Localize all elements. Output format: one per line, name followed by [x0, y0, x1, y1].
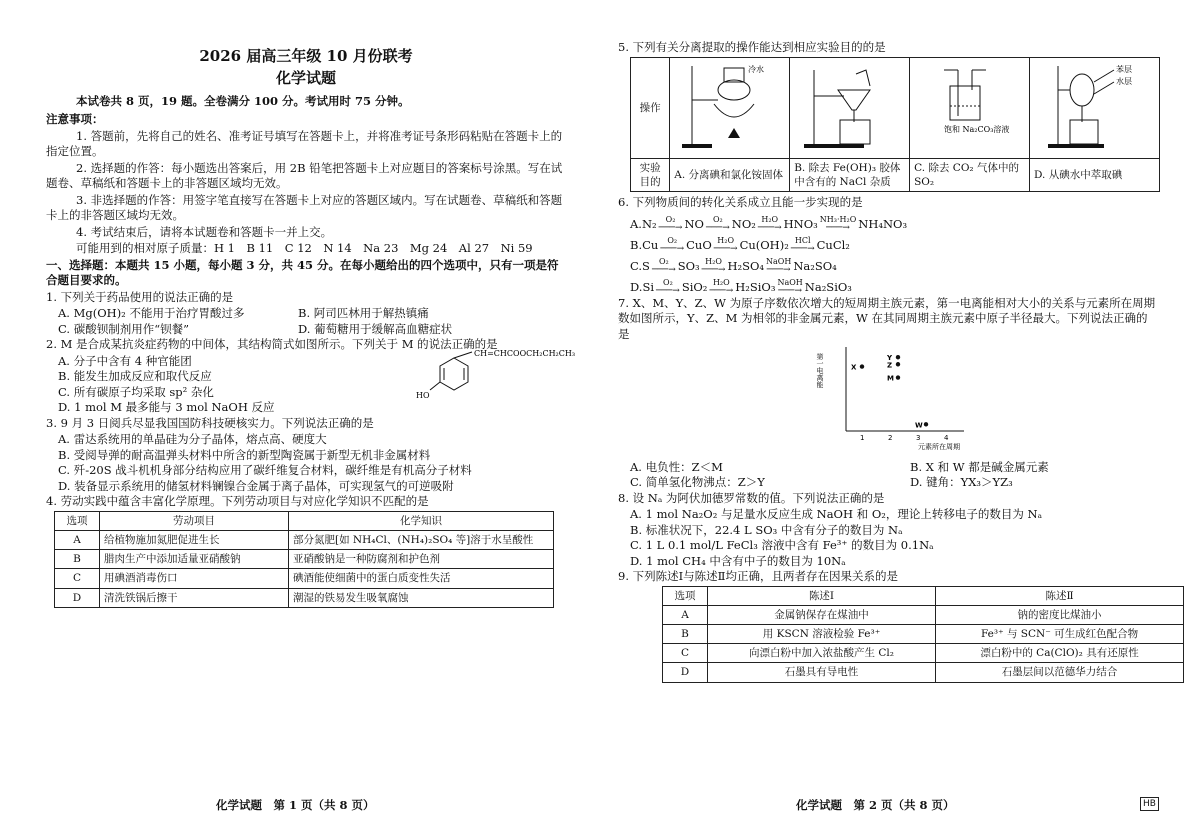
q6-arrow	[659, 216, 683, 233]
q8-option-b: B. 标准状况下，22.4 L SO₃ 中含有分子的数目为 Nₐ	[630, 522, 903, 537]
q3-option-c: C. 歼-20S 战斗机机身部分结构应用了碳纤维复合材料，碳纤维是有机高分子材料	[58, 463, 472, 478]
q1-options-row-1	[58, 306, 566, 322]
tick-label: 2	[888, 434, 893, 443]
arrow-icon: ───→	[766, 264, 791, 275]
label-water-layer: 水层	[1116, 76, 1133, 86]
q6-arrow	[706, 216, 730, 233]
question-8: 8. 设 Nₐ 为阿伏加德罗常数的值。下列说法正确的是	[618, 490, 885, 505]
table-cell: 碘酒能使细菌中的蛋白质变性失活	[289, 569, 554, 588]
table-cell: 清洗铁锅后擦干	[100, 588, 289, 607]
q1-option-c: C. 碳酸钡制剂用作“钡餐”	[58, 321, 189, 336]
table-header: 陈述Ⅱ	[936, 586, 1184, 605]
q7-option-c: C. 简单氢化物沸点：Z＞Y	[630, 475, 765, 490]
q6-arrow	[766, 258, 791, 275]
note-item: 1. 答题前，先将自己的姓名、准考证号填写在答题卡上，并将准考证号条形码粘贴在答题卡上的指定位置。	[46, 128, 563, 159]
point-label: Z	[887, 361, 893, 370]
q1-option-b: B. 阿司匹林用于解热镇痛	[298, 306, 429, 321]
q6-option	[630, 233, 1158, 254]
q6-arrow	[714, 237, 738, 254]
table-cell: Fe³⁺ 与 SCN⁻ 可生成红色配合物	[936, 625, 1184, 644]
q8-option-a: A. 1 mol Na₂O₂ 与足量水反应生成 NaOH 和 O₂，理论上转移电子的数目为 Nₐ	[630, 507, 1043, 522]
q6-species: H₂SO₄	[727, 259, 765, 274]
table-cell: D	[55, 588, 100, 607]
table-row	[55, 588, 554, 607]
q6-reagent: O₂	[667, 235, 678, 245]
atomic-masses: 可能用到的相对原子质量：H 1 B 11 C 12 N 14 Na 23 Mg 24 Al 27 Ni 59	[76, 241, 533, 256]
table-cell: B	[55, 550, 100, 569]
q6-reagent: O₂	[665, 214, 676, 224]
q2-option-b: B. 能发生加成反应和取代反应	[58, 369, 212, 384]
q3-option-a: A. 雷达系统用的单晶硅为分子晶体，熔点高、硬度大	[58, 432, 327, 447]
q6-option	[630, 212, 1158, 233]
question-3: 3. 9 月 3 日阅兵尽显我国国防科技硬核实力。下列说法正确的是	[46, 415, 374, 430]
q5-goal-a: A. 分离碘和氯化铵固体	[670, 158, 790, 191]
arrow-icon: ───→	[660, 243, 685, 254]
q6-option-label: D.	[630, 280, 643, 295]
x-axis-label: 元素所在周期	[918, 443, 960, 452]
q6-species: SO₃	[677, 259, 700, 274]
q6-options	[618, 212, 1158, 296]
filtration-apparatus-icon	[794, 60, 904, 152]
q6-option-label: B.	[630, 238, 643, 253]
q6-option-label: C.	[630, 259, 643, 274]
q6-species: Cu	[642, 238, 659, 253]
arrow-icon: ───→	[656, 285, 680, 296]
structure-chain-label: CH=CHCOOCH₂CH₂CH₃	[474, 348, 576, 358]
notes-block	[46, 112, 576, 608]
table-header-row	[55, 511, 554, 530]
point-label: W	[915, 421, 923, 430]
q5-operation-row	[631, 57, 1160, 158]
q7-option-d: D. 键角：YX₃＞YZ₃	[910, 475, 1013, 490]
note-item: 2. 选择题的作答：每小题选出答案后，用 2B 铅笔把答题卡上对应题目的答案标号涂黑。写在试题卷、草稿纸和答题卡上的非答题区域均无效。	[46, 160, 563, 191]
table-cell: 石墨层间以范德华力结合	[936, 663, 1184, 682]
q6-species: CuO	[686, 238, 712, 253]
q7-options-row-2	[630, 475, 1158, 491]
table-cell: 石墨具有导电性	[708, 663, 936, 682]
data-point	[924, 422, 928, 426]
question-2: 2. M 是合成某抗炎症药物的中间体，其结构简式如图所示。下列关于 M 的说法正确的是	[46, 337, 498, 352]
apparatus-c	[910, 57, 1030, 158]
q6-arrow	[777, 279, 802, 296]
table-cell: 给植物施加氮肥促进生长	[100, 531, 289, 550]
table-cell: C	[663, 644, 708, 663]
q2-block	[46, 348, 576, 416]
q6-reagent: H₂O	[761, 214, 779, 224]
table-header-row	[663, 586, 1184, 605]
q6-species: NH₄NO₃	[858, 217, 908, 232]
table-cell: D	[663, 663, 708, 682]
q6-arrow	[820, 216, 856, 233]
separatory-funnel-icon	[1034, 60, 1154, 152]
q6-arrow	[791, 237, 815, 254]
q6-species: N₂	[641, 217, 657, 232]
sublimation-apparatus-icon	[674, 60, 784, 152]
q6-species: Na₂SO₄	[793, 259, 837, 274]
structure-ho-label: HO	[416, 390, 430, 400]
q6-species: NO	[684, 217, 704, 232]
question-4: 4. 劳动实践中蕴含丰富化学原理。下列劳动项目与对应化学知识不匹配的是	[46, 494, 429, 509]
point-label: M	[887, 374, 894, 383]
q6-species: CuCl₂	[816, 238, 850, 253]
label-na2co3: 饱和 Na₂CO₃溶液	[944, 124, 1010, 134]
q6-species: Si	[642, 280, 655, 295]
q6-reagent: O₂	[712, 214, 723, 224]
table-cell: C	[55, 569, 100, 588]
table-row	[55, 569, 554, 588]
point-label: X	[851, 363, 857, 372]
note-item: 4. 考试结束后，请将本试题卷和答题卡一并上交。	[76, 224, 333, 239]
q6-reagent: H₂O	[712, 277, 730, 287]
question-1: 1. 下列关于药品使用的说法正确的是	[46, 289, 234, 304]
table-row	[55, 531, 554, 550]
apparatus-d	[1030, 57, 1160, 158]
table-cell: 亚硝酸钠是一种防腐剂和护色剂	[289, 550, 554, 569]
apparatus-b	[790, 57, 910, 158]
notes-heading: 注意事项：	[46, 112, 104, 126]
q6-reagent: NH₃·H₂O	[819, 214, 857, 224]
section-heading: 一、选择题：本题共 15 小题，每小题 3 分，共 45 分。在每小题给出的四个选项中，只有一项是符合题目要求的。	[46, 257, 559, 288]
table-cell: 潮湿的铁易发生吸氧腐蚀	[289, 588, 554, 607]
y-axis-label: 第一电离能	[816, 353, 824, 389]
arrow-icon: ───→	[713, 243, 738, 254]
q6-arrow	[709, 279, 733, 296]
table-cell: B	[663, 625, 708, 644]
tick-label: 3	[916, 434, 921, 443]
page-1-footer: 化学试题 第 1 页（共 8 页）	[216, 798, 375, 812]
q6-option	[630, 275, 1158, 296]
q6-species: Cu(OH)₂	[739, 238, 789, 253]
question-7: 7. X、M、Y、Z、W 为原子序数依次增大的短周期主族元素，第一电离能相对大小的关系与元素所在周期数如图所示，Y、Z、M 为相邻的非金属元素，W 在其同周期主族元素中原子半径最大。下列说法正确的是	[618, 295, 1156, 341]
tick-label: 4	[944, 434, 949, 443]
data-point	[896, 375, 900, 379]
label-benzene-layer: 苯层	[1116, 64, 1133, 74]
q6-species: S	[642, 259, 650, 274]
q6-reagent: H₂O	[717, 235, 735, 245]
q6-reagent: NaOH	[766, 256, 792, 266]
arrow-icon: ───→	[778, 285, 803, 296]
table-cell: A	[55, 531, 100, 550]
q6-option	[630, 254, 1158, 275]
table-cell: 漂白粉中的 Ca(ClO)₂ 具有还原性	[936, 644, 1184, 663]
q8-option-c: C. 1 L 0.1 mol/L FeCl₃ 溶液中含有 Fe³⁺ 的数目为 0.1Nₐ	[630, 538, 934, 553]
table-cell: 钠的密度比煤油小	[936, 605, 1184, 624]
q2-option-c: C. 所有碳原子均采取 sp² 杂化	[58, 384, 214, 399]
q2-option-d: D. 1 mol M 最多能与 3 mol NaOH 反应	[58, 400, 275, 415]
table-cell: 金属钠保存在煤油中	[708, 605, 936, 624]
q6-reagent: H₂O	[705, 256, 722, 266]
question-6: 6. 下列物质间的转化关系成立且能一步实现的是	[618, 195, 863, 210]
question-5: 5. 下列有关分离提取的操作能达到相应实验目的的是	[618, 40, 886, 54]
q6-arrow	[656, 279, 680, 296]
table-row	[55, 550, 554, 569]
label-cold-water: 冷水	[748, 64, 765, 74]
q6-option-label: A.	[630, 217, 642, 232]
q7-chart	[818, 343, 1158, 460]
q6-reagent: O₂	[658, 256, 669, 266]
q5-goal-d: D. 从碘水中萃取碘	[1030, 158, 1160, 191]
table-row	[663, 644, 1184, 663]
tick-label: 1	[860, 434, 865, 443]
table-header: 选项	[663, 586, 708, 605]
gas-washing-bottle-icon	[914, 60, 1024, 152]
arrow-icon: ───→	[790, 243, 815, 254]
data-point	[896, 362, 900, 366]
table-cell: A	[663, 605, 708, 624]
q7-options-row-1	[630, 460, 1158, 476]
q3-option-b: B. 受阅导弹的耐高温弹头材料中所含的新型陶瓷属于新型无机非金属材料	[58, 447, 431, 462]
data-point	[860, 364, 864, 368]
q6-arrow	[652, 258, 676, 275]
q6-arrow	[702, 258, 726, 275]
point-label: Y	[887, 354, 893, 363]
arrow-icon: ───→	[826, 222, 850, 233]
apparatus-a	[670, 57, 790, 158]
table-row	[663, 605, 1184, 624]
q5-goal-b: B. 除去 Fe(OH)₃ 胶体中含有的 NaCl 杂质	[790, 158, 910, 191]
q9-table	[662, 586, 1184, 683]
q3-option-d: D. 装备显示系统用的储氢材料镧镍合金属于离子晶体，可实现氢气的可逆吸附	[58, 478, 454, 493]
arrow-icon: ───→	[701, 264, 726, 275]
q5-table	[630, 57, 1160, 193]
table-cell: 腊肉生产中添加适量亚硝酸钠	[100, 550, 289, 569]
page-2	[618, 40, 1158, 683]
table-header: 劳动项目	[100, 511, 289, 530]
table-header: 陈述Ⅰ	[708, 586, 936, 605]
q5-op-label: 操作	[631, 57, 670, 158]
q6-arrow	[660, 237, 684, 254]
q1-option-d: D. 葡萄糖用于缓解高血糖症状	[298, 321, 453, 336]
q5-goal-label: 实验目的	[631, 158, 670, 191]
q1-options-row-2	[58, 322, 566, 338]
table-row	[663, 663, 1184, 682]
table-header: 化学知识	[289, 511, 554, 530]
exam-subtitle: 化学试题	[275, 69, 336, 87]
table-row	[663, 625, 1184, 644]
q8-option-d: D. 1 mol CH₄ 中含有中子的数目为 10Nₐ	[630, 553, 846, 568]
q1-option-a: A. Mg(OH)₂ 不能用于治疗胃酸过多	[58, 306, 245, 321]
q5-goal-c: C. 除去 CO₂ 气体中的 SO₂	[910, 158, 1030, 191]
q6-reagent: O₂	[663, 277, 673, 287]
q6-arrow	[758, 216, 782, 233]
question-9: 9. 下列陈述Ⅰ与陈述Ⅱ均正确，且两者存在因果关系的是	[618, 569, 898, 584]
q4-table	[54, 511, 554, 608]
q6-species: H₂SiO₃	[735, 280, 776, 295]
arrow-icon: ───→	[705, 222, 730, 233]
table-cell: 用 KSCN 溶液检验 Fe³⁺	[708, 625, 936, 644]
exam-info: 本试卷共 8 页，19 题。全卷满分 100 分。考试用时 75 分钟。	[76, 94, 410, 108]
note-item: 3. 非选择题的作答：用签字笔直接写在答题卡上对应的答题区域内。写在试题卷、草稿纸和答题卡上的非答题区域均无效。	[46, 192, 563, 223]
table-header: 选项	[55, 511, 100, 530]
arrow-icon: ───→	[658, 222, 683, 233]
q6-species: Na₂SiO₃	[804, 280, 852, 295]
q7-option-a: A. 电负性：Z＜M	[630, 459, 723, 474]
molecule-m-structure	[414, 348, 574, 404]
page-2-footer: 化学试题 第 2 页（共 8 页）	[796, 798, 955, 812]
q5-goal-row	[631, 158, 1160, 191]
q2-option-a: A. 分子中含有 4 种官能团	[58, 353, 192, 368]
table-cell: 向漂白粉中加入浓盐酸产生 Cl₂	[708, 644, 936, 663]
q7-option-b: B. X 和 W 都是碱金属元素	[910, 459, 1049, 474]
arrow-icon: ───→	[709, 285, 734, 296]
q6-species: HNO₃	[783, 217, 818, 232]
table-cell: 部分氮肥[如 NH₄Cl、(NH₄)₂SO₄ 等]溶于水呈酸性	[289, 531, 554, 550]
table-cell: 用碘酒消毒伤口	[100, 569, 289, 588]
exam-title: 2026 届高三年级 10 月份联考	[199, 47, 413, 65]
q6-species: SiO₂	[681, 280, 708, 295]
q6-reagent: NaOH	[777, 277, 803, 287]
arrow-icon: ───→	[651, 264, 676, 275]
arrow-icon: ───→	[757, 222, 782, 233]
edition-tag: HB	[1140, 797, 1159, 811]
data-point	[896, 355, 900, 359]
q6-species: NO₂	[731, 217, 756, 232]
q6-reagent: HCl	[794, 235, 811, 245]
